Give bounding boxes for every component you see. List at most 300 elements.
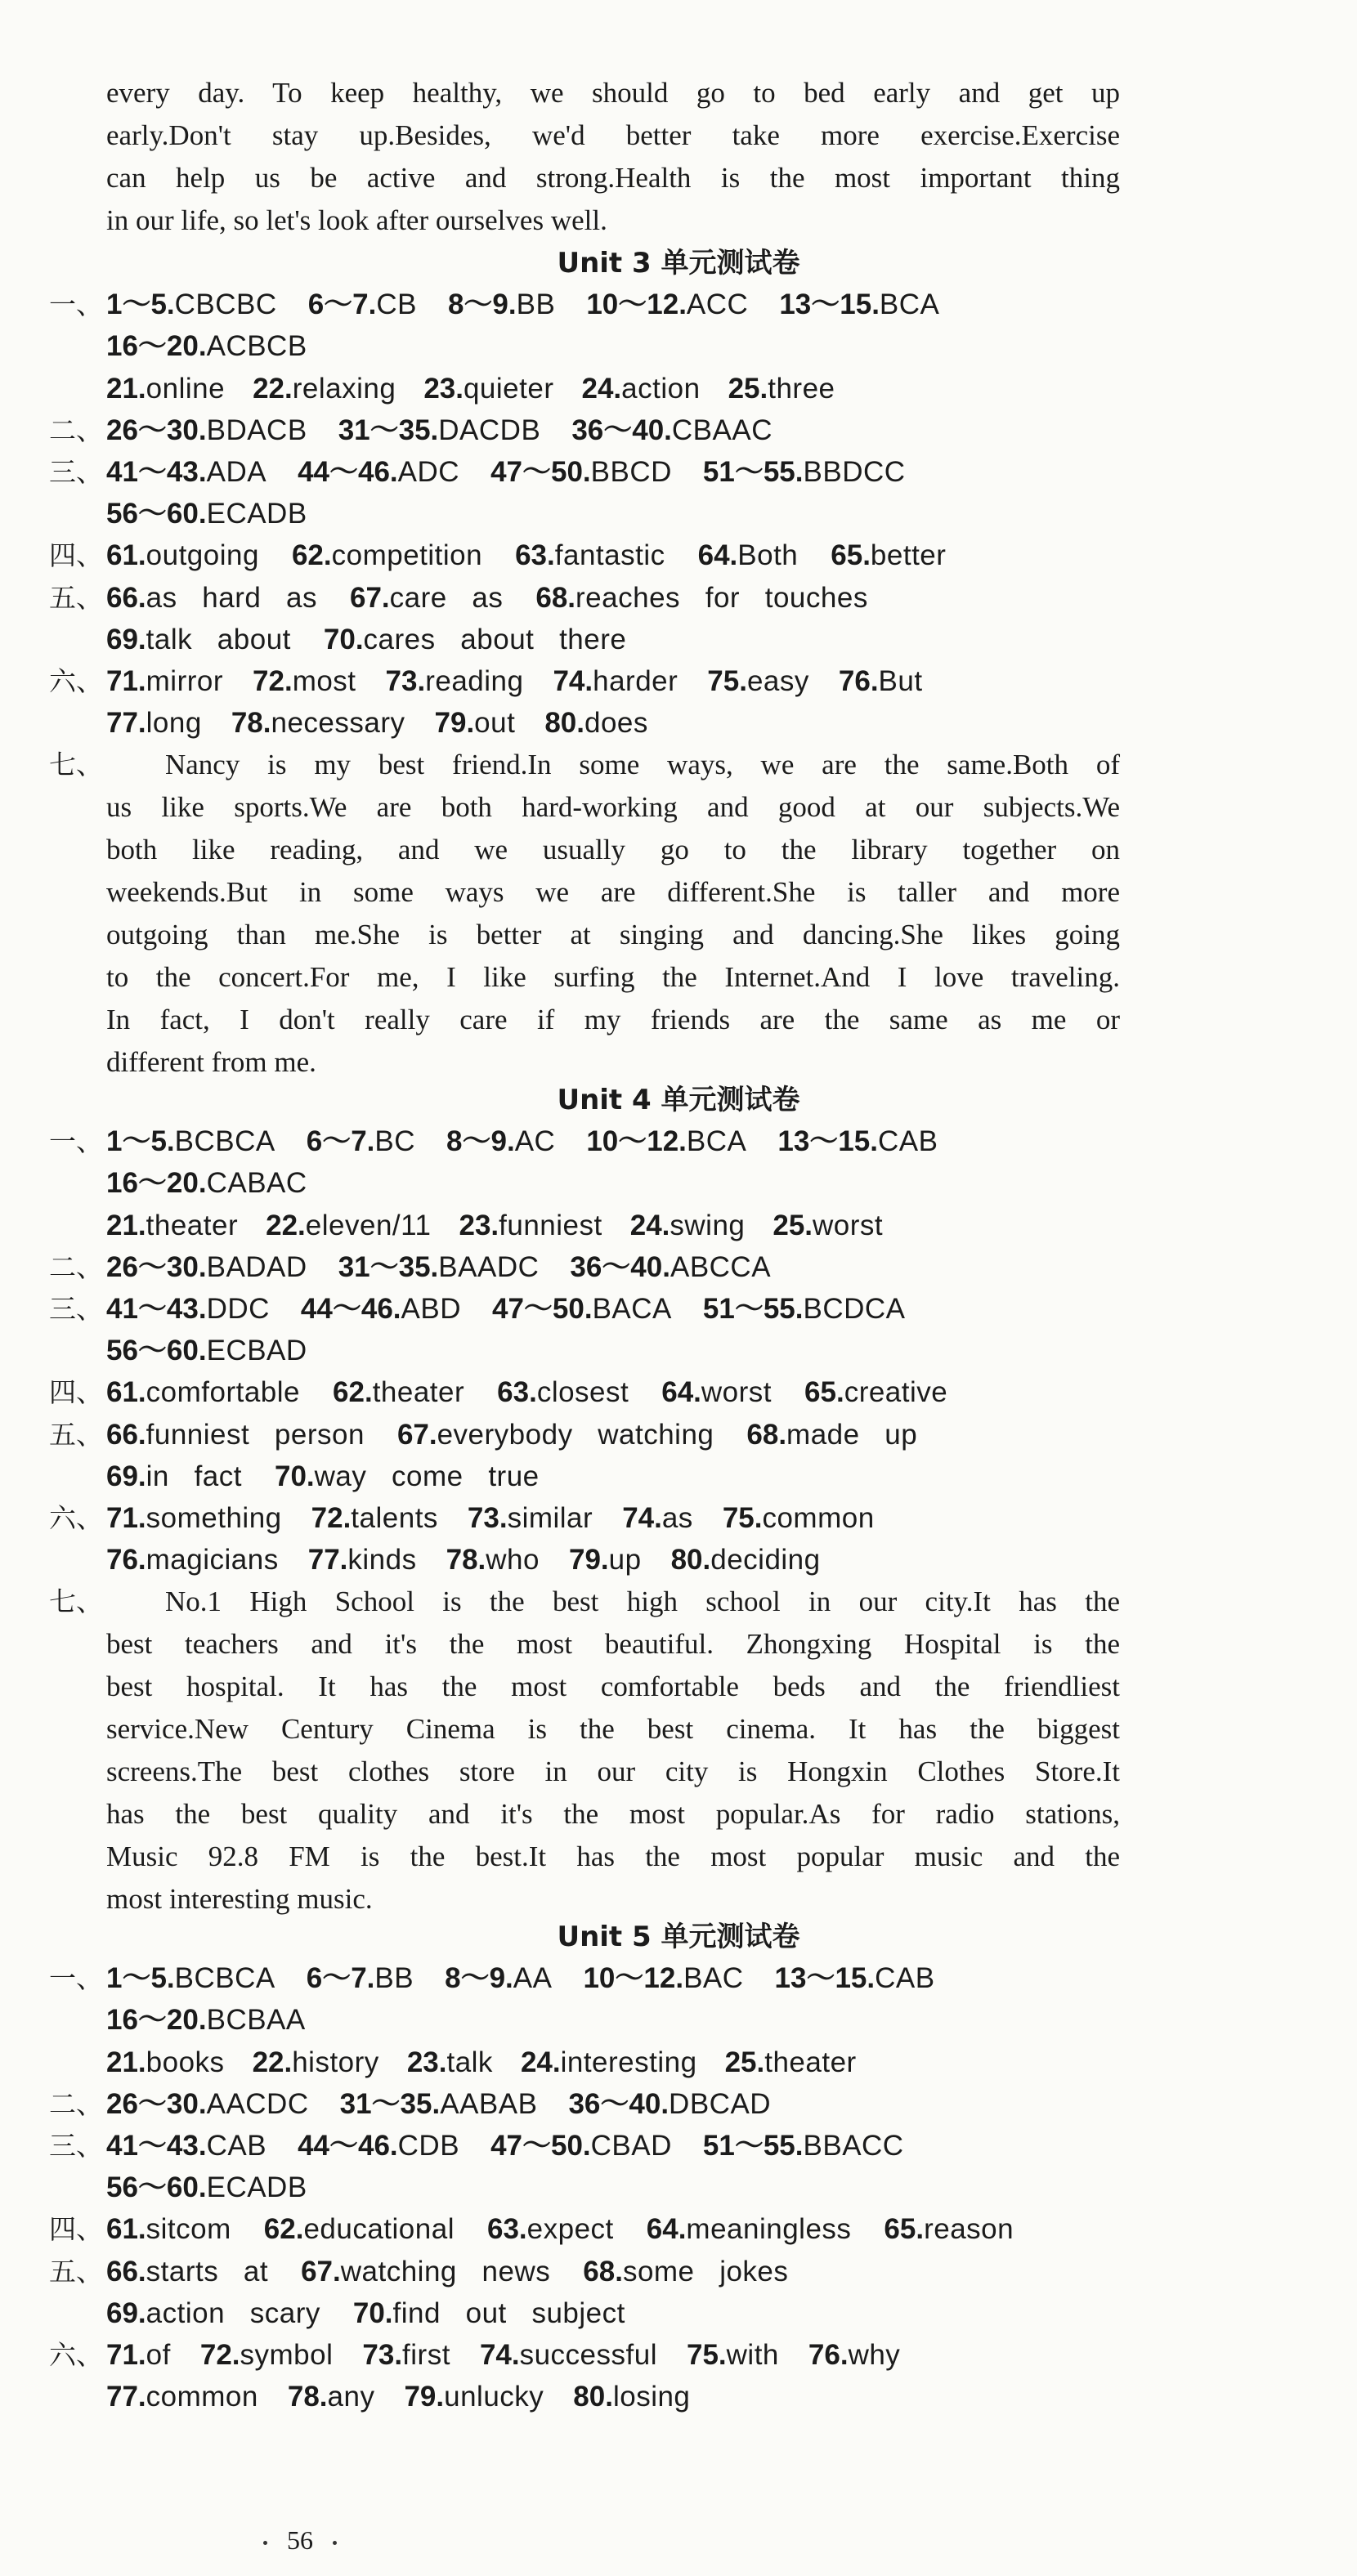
paragraph-line: early.Don't stay up.Besides, we'd better take more exercise.Exercise	[106, 119, 1120, 151]
answer-row	[106, 1330, 338, 1372]
question-range: 44～46.	[298, 456, 398, 488]
question-number: 75.	[707, 665, 747, 697]
answer-row	[106, 2208, 1046, 2251]
answer-letters: DBCAD	[669, 2087, 772, 2120]
section-label: 二、	[49, 2087, 103, 2120]
answer-word: sitcom	[146, 2213, 231, 2246]
answer-item	[106, 619, 291, 661]
unit-heading: Unit 3 单元测试卷	[557, 247, 800, 280]
paragraph-line: has the best quality and it's the most popular.As for radio stations,	[106, 1798, 1120, 1831]
answer-item	[106, 2042, 225, 2084]
question-number: 73.	[385, 665, 426, 697]
question-number: 69.	[106, 1460, 146, 1492]
answer-row	[106, 2042, 885, 2084]
answer-word: care as	[389, 581, 504, 614]
answer-group	[445, 1957, 552, 2000]
question-number: 72.	[199, 2339, 240, 2371]
answer-item	[106, 1497, 282, 1540]
answer-group	[703, 2125, 904, 2167]
section-label: 四、	[49, 2213, 103, 2246]
answer-group	[106, 1957, 275, 2000]
answer-item	[435, 702, 516, 745]
question-range: 26～30.	[106, 2087, 207, 2120]
answer-group	[779, 284, 939, 326]
answer-word: talk	[446, 2046, 493, 2078]
answer-word: of	[146, 2339, 171, 2371]
question-range: 31～35.	[338, 414, 439, 446]
section-label: 三、	[49, 2130, 103, 2162]
answer-letters: ABCCA	[670, 1250, 772, 1283]
question-number: 80.	[670, 1544, 711, 1576]
answer-item	[582, 368, 701, 410]
answer-letters: BCBCA	[174, 1962, 275, 1995]
question-number: 63.	[515, 539, 555, 572]
answer-row	[106, 2376, 719, 2418]
question-number: 80.	[573, 2381, 613, 2413]
answer-word: theater	[146, 1209, 239, 1241]
answer-group	[298, 2125, 459, 2167]
question-range: 6～7.	[307, 288, 377, 321]
answer-group	[492, 1288, 672, 1330]
question-number: 74.	[479, 2339, 520, 2371]
answer-item	[573, 2376, 690, 2418]
answer-letters: ACBCB	[206, 330, 307, 363]
answer-letters: AA	[513, 1962, 553, 1995]
answer-word: better	[870, 539, 947, 572]
question-number: 79.	[568, 1544, 609, 1576]
section-label: 三、	[49, 1293, 103, 1325]
answer-word: Both	[737, 539, 799, 572]
question-number: 70.	[352, 2296, 393, 2329]
answer-item	[106, 702, 202, 745]
answer-item	[106, 1205, 238, 1247]
answer-word: competition	[331, 539, 483, 572]
answer-group	[338, 1246, 540, 1289]
question-range: 56～60.	[106, 1335, 207, 1367]
answer-group	[106, 1246, 307, 1289]
question-number: 68.	[583, 2255, 623, 2288]
page-number: 56	[287, 2525, 313, 2555]
answer-row	[106, 409, 804, 452]
answer-letters: BBCD	[590, 456, 672, 488]
question-number: 22.	[266, 1209, 306, 1241]
answer-group	[308, 284, 417, 326]
answer-word: harder	[593, 665, 678, 697]
answer-item	[497, 1371, 629, 1414]
question-number: 72.	[253, 665, 293, 697]
question-range: 13～15.	[777, 1125, 878, 1158]
answer-group	[106, 325, 307, 368]
question-range: 51～55.	[702, 1293, 804, 1325]
question-number: 70.	[323, 623, 364, 655]
answer-word: with	[726, 2339, 779, 2371]
section-label: 六、	[49, 665, 103, 697]
answer-group	[583, 1957, 743, 2000]
answer-group	[340, 2083, 538, 2126]
answer-group	[586, 1120, 746, 1163]
question-number: 25.	[724, 2046, 765, 2078]
answer-row	[106, 702, 678, 745]
answer-item	[106, 2208, 231, 2251]
paragraph-line: in our life, so let's look after ourselves well.	[106, 204, 607, 236]
question-number: 24.	[581, 372, 622, 405]
answer-letters: BB	[516, 288, 556, 321]
question-number: 73.	[467, 1502, 508, 1534]
question-number: 79.	[404, 2381, 445, 2413]
answer-word: closest	[536, 1376, 629, 1409]
answer-row	[106, 1456, 572, 1498]
question-number: 62.	[333, 1376, 373, 1409]
answer-item	[884, 2208, 1014, 2251]
answer-row	[106, 1957, 966, 2000]
paragraph-line: to the concert.For me, I like surfing the Internet.And I love traveling.	[106, 961, 1120, 994]
answer-group	[106, 1999, 306, 2042]
answer-row	[106, 534, 979, 577]
answer-letters: ACC	[686, 288, 749, 321]
answer-word: first	[402, 2339, 450, 2371]
question-number: 77.	[106, 707, 146, 740]
question-range: 16～20.	[106, 1167, 207, 1200]
answer-item	[521, 2042, 697, 2084]
answer-row	[106, 2083, 802, 2126]
paragraph-line: Nancy is my best friend.In some ways, we are the same.Both of	[165, 749, 1120, 781]
answer-group	[298, 451, 459, 494]
answer-group	[106, 409, 307, 452]
question-number: 23.	[423, 372, 464, 405]
question-range: 41～43.	[106, 2130, 207, 2162]
paragraph-line: In fact, I don't really care if my friends are the same as me or	[106, 1004, 1120, 1036]
answer-row	[106, 660, 952, 703]
answer-item	[253, 368, 396, 410]
answer-item	[106, 1371, 300, 1414]
section-label: 五、	[49, 2255, 103, 2288]
paragraph-line: service.New Century Cinema is the best cinema. It has the biggest	[106, 1713, 1120, 1746]
question-range: 1～5.	[106, 288, 175, 321]
answer-row	[106, 1371, 980, 1414]
answer-word: deciding	[710, 1544, 821, 1576]
answer-item	[622, 1497, 693, 1540]
question-number: 23.	[406, 2046, 447, 2078]
answer-item	[583, 2251, 788, 2293]
answer-item	[569, 1539, 642, 1581]
question-range: 47～50.	[491, 1293, 593, 1325]
answer-letters: DACDB	[438, 414, 541, 446]
answer-item	[698, 534, 799, 577]
question-range: 36～40.	[571, 414, 672, 446]
question-range: 8～9.	[446, 1125, 515, 1158]
answer-item	[301, 2251, 550, 2293]
answer-letters: BAADC	[438, 1250, 540, 1283]
answer-word: books	[146, 2046, 225, 2078]
paragraph-line: can help us be active and strong.Health is the most important thing	[106, 162, 1120, 194]
question-number: 64.	[661, 1376, 701, 1409]
answer-word: successful	[519, 2339, 657, 2371]
question-number: 24.	[520, 2046, 561, 2078]
section-label: 五、	[49, 581, 103, 614]
answer-letters: BCDCA	[803, 1293, 906, 1325]
answer-item	[106, 577, 317, 619]
answer-word: everybody watching	[437, 1418, 714, 1451]
answer-row	[106, 1497, 904, 1540]
answer-item	[253, 2042, 379, 2084]
answer-word: reason	[924, 2213, 1014, 2246]
question-number: 67.	[301, 2255, 341, 2288]
question-range: 44～46.	[300, 1293, 401, 1325]
answer-group	[106, 451, 266, 494]
answer-group	[106, 1288, 270, 1330]
unit-heading: Unit 4 单元测试卷	[557, 1084, 800, 1116]
section-label: 七、	[49, 1585, 103, 1618]
answer-item	[423, 368, 553, 410]
answer-item	[404, 2376, 544, 2418]
answer-letters: CABAC	[206, 1167, 307, 1200]
answer-word: reading	[425, 665, 524, 697]
section-label: 六、	[49, 2339, 103, 2371]
essay-paragraph	[106, 744, 1120, 1084]
question-range: 26～30.	[106, 414, 207, 446]
answer-item	[106, 2334, 171, 2377]
answer-group	[703, 451, 906, 494]
paragraph-line: different from me.	[106, 1046, 316, 1079]
answer-letters: AC	[514, 1125, 556, 1158]
answer-group	[570, 1246, 771, 1289]
answer-word: funniest	[499, 1209, 602, 1241]
answer-word: quieter	[463, 372, 554, 405]
question-number: 66.	[106, 2255, 146, 2288]
answer-letters: BACA	[592, 1293, 672, 1325]
question-range: 6～7.	[306, 1125, 375, 1158]
paragraph-line: us like sports.We are both hard-working and good at our subjects.We	[106, 791, 1120, 824]
question-number: 71.	[106, 2339, 146, 2371]
paragraph-line: best teachers and it's the most beautiful. Zhongxing Hospital is the	[106, 1628, 1120, 1661]
answer-item	[723, 1497, 875, 1540]
question-number: 71.	[106, 1502, 146, 1534]
question-range: 56～60.	[106, 498, 207, 530]
answer-word: watching news	[340, 2255, 551, 2288]
answer-word: made up	[786, 1418, 918, 1451]
answer-letters: BAC	[683, 1962, 744, 1995]
answer-item	[804, 1371, 947, 1414]
question-number: 66.	[106, 1418, 146, 1451]
answer-letters: BB	[374, 1962, 414, 1995]
question-range: 8～9.	[445, 1962, 513, 1995]
paragraph-line: both like reading, and we usually go to the library together on	[106, 834, 1120, 866]
answer-item	[487, 2208, 614, 2251]
question-range: 10～12.	[586, 1125, 687, 1158]
question-number: 78.	[231, 707, 271, 740]
paragraph-line: most interesting music.	[106, 1883, 373, 1916]
answer-word: But	[878, 665, 923, 697]
answer-word: action	[621, 372, 701, 405]
answer-item	[266, 1205, 431, 1247]
answer-word: history	[292, 2046, 379, 2078]
answer-letters: ECADB	[206, 2171, 307, 2204]
answer-item	[350, 577, 503, 619]
question-range: 13～15.	[779, 288, 880, 321]
question-number: 63.	[486, 2213, 527, 2246]
question-number: 25.	[773, 1209, 813, 1241]
question-number: 22.	[253, 372, 293, 405]
section-label: 四、	[49, 539, 103, 572]
answer-word: common	[762, 1502, 875, 1534]
question-range: 1～5.	[106, 1962, 175, 1995]
answer-item	[324, 619, 626, 661]
answer-group	[301, 1288, 461, 1330]
section-label: 二、	[49, 1250, 103, 1283]
answer-word: find out subject	[392, 2296, 625, 2329]
question-number: 23.	[459, 1209, 499, 1241]
answer-word: way come true	[314, 1460, 540, 1492]
answer-word: common	[146, 2381, 258, 2413]
answer-word: cares about there	[363, 623, 627, 655]
answer-item	[275, 1456, 540, 1498]
answer-letters: BDACB	[206, 414, 307, 446]
question-number: 69.	[106, 2296, 146, 2329]
answer-group	[777, 1120, 938, 1163]
answer-row	[106, 493, 338, 535]
question-number: 75.	[687, 2339, 727, 2371]
answer-row	[106, 1120, 969, 1163]
answer-row	[106, 1205, 911, 1247]
answer-word: theater	[372, 1376, 465, 1409]
question-number: 61.	[106, 539, 146, 572]
answer-item	[707, 660, 809, 703]
question-range: 10～12.	[583, 1962, 684, 1995]
answer-word: who	[486, 1544, 540, 1576]
answer-letters: CAB	[877, 1125, 938, 1158]
question-number: 76.	[838, 665, 879, 697]
section-label: 一、	[49, 288, 103, 321]
question-number: 21.	[106, 1209, 146, 1241]
answer-word: eleven/11	[305, 1209, 432, 1241]
answer-item	[106, 660, 223, 703]
answer-word: creative	[844, 1376, 948, 1409]
answer-word: outgoing	[146, 539, 259, 572]
question-number: 77.	[307, 1544, 348, 1576]
question-number: 80.	[544, 707, 584, 740]
answer-word: online	[146, 372, 226, 405]
question-number: 65.	[804, 1376, 844, 1409]
answer-word: expect	[526, 2213, 614, 2246]
answer-item	[515, 534, 665, 577]
answer-letters: ECADB	[206, 498, 307, 530]
section-label: 三、	[49, 456, 103, 488]
answer-group	[106, 2167, 307, 2209]
answer-word: meaningless	[686, 2213, 852, 2246]
answer-group	[106, 1330, 307, 1372]
answer-letters: BCBCA	[174, 1125, 275, 1158]
answer-word: why	[848, 2339, 901, 2371]
answer-group	[586, 284, 748, 326]
page-number-footer	[244, 2525, 356, 2556]
answer-group	[338, 409, 541, 452]
question-number: 73.	[362, 2339, 403, 2371]
answer-word: most	[292, 665, 356, 697]
answer-row	[106, 577, 901, 619]
answer-letters: BADAD	[206, 1250, 307, 1283]
answer-word: theater	[764, 2046, 857, 2078]
answer-group	[106, 1162, 307, 1205]
answer-row	[106, 1999, 337, 2042]
question-range: 1～5.	[106, 1125, 175, 1158]
question-number: 72.	[311, 1502, 352, 1534]
answer-item	[362, 2334, 450, 2377]
answer-word: some jokes	[622, 2255, 789, 2288]
question-number: 67.	[349, 581, 390, 614]
bullet-dot	[333, 2541, 337, 2545]
answer-letters: DDC	[206, 1293, 270, 1325]
intro-paragraph	[106, 72, 1120, 242]
answer-letters: ABD	[401, 1293, 461, 1325]
answer-item	[647, 2208, 852, 2251]
answer-word: necessary	[271, 707, 405, 740]
answer-word: magicians	[146, 1544, 279, 1576]
answer-row	[106, 2125, 935, 2167]
question-number: 21.	[106, 372, 146, 405]
answer-letters: AACDC	[206, 2087, 309, 2120]
section-label: 一、	[49, 1125, 103, 1158]
answer-row	[106, 1246, 802, 1289]
answer-word: unlucky	[444, 2381, 544, 2413]
answer-item	[308, 1539, 417, 1581]
answer-letters: CAB	[206, 2130, 267, 2162]
unit-heading: Unit 5 单元测试卷	[557, 1921, 800, 1953]
answer-group	[448, 284, 555, 326]
answer-letters: CAB	[875, 1962, 935, 1995]
answer-item	[671, 1539, 821, 1581]
answer-word: worst	[813, 1209, 884, 1241]
answer-group	[568, 2083, 771, 2126]
question-range: 16～20.	[106, 2004, 207, 2037]
answer-word: relaxing	[292, 372, 396, 405]
answer-item	[459, 1205, 602, 1247]
question-range: 16～20.	[106, 330, 207, 363]
answer-word: educational	[303, 2213, 455, 2246]
answer-item	[353, 2292, 625, 2335]
answer-group	[307, 1957, 414, 2000]
answer-word: reaches for touches	[575, 581, 868, 614]
answer-group	[106, 1120, 275, 1163]
question-range: 41～43.	[106, 1293, 207, 1325]
answer-row	[106, 619, 659, 661]
answer-letters: BBACC	[803, 2130, 904, 2162]
question-range: 8～9.	[447, 288, 517, 321]
answer-item	[231, 702, 405, 745]
answer-word: similar	[507, 1502, 593, 1534]
question-range: 47～50.	[490, 2130, 591, 2162]
question-number: 61.	[106, 1376, 146, 1409]
question-number: 76.	[106, 1544, 146, 1576]
answer-item	[106, 534, 259, 577]
paragraph-line: every day. To keep healthy, we should go to bed early and get up	[106, 77, 1120, 109]
answer-row	[106, 2334, 929, 2377]
answer-word: action scary	[146, 2296, 320, 2329]
answer-group	[307, 1120, 415, 1163]
answer-row	[106, 1539, 850, 1581]
question-number: 71.	[106, 665, 146, 697]
bullet-dot	[263, 2541, 267, 2545]
answer-word: funniest person	[146, 1418, 365, 1451]
answer-letters: BC	[374, 1125, 416, 1158]
answer-item	[264, 2208, 455, 2251]
question-range: 44～46.	[298, 2130, 398, 2162]
answer-word: talents	[351, 1502, 438, 1534]
answer-item	[106, 368, 225, 410]
question-number: 78.	[287, 2381, 328, 2413]
question-number: 76.	[808, 2339, 849, 2371]
question-number: 68.	[535, 581, 576, 614]
answer-item	[407, 2042, 493, 2084]
